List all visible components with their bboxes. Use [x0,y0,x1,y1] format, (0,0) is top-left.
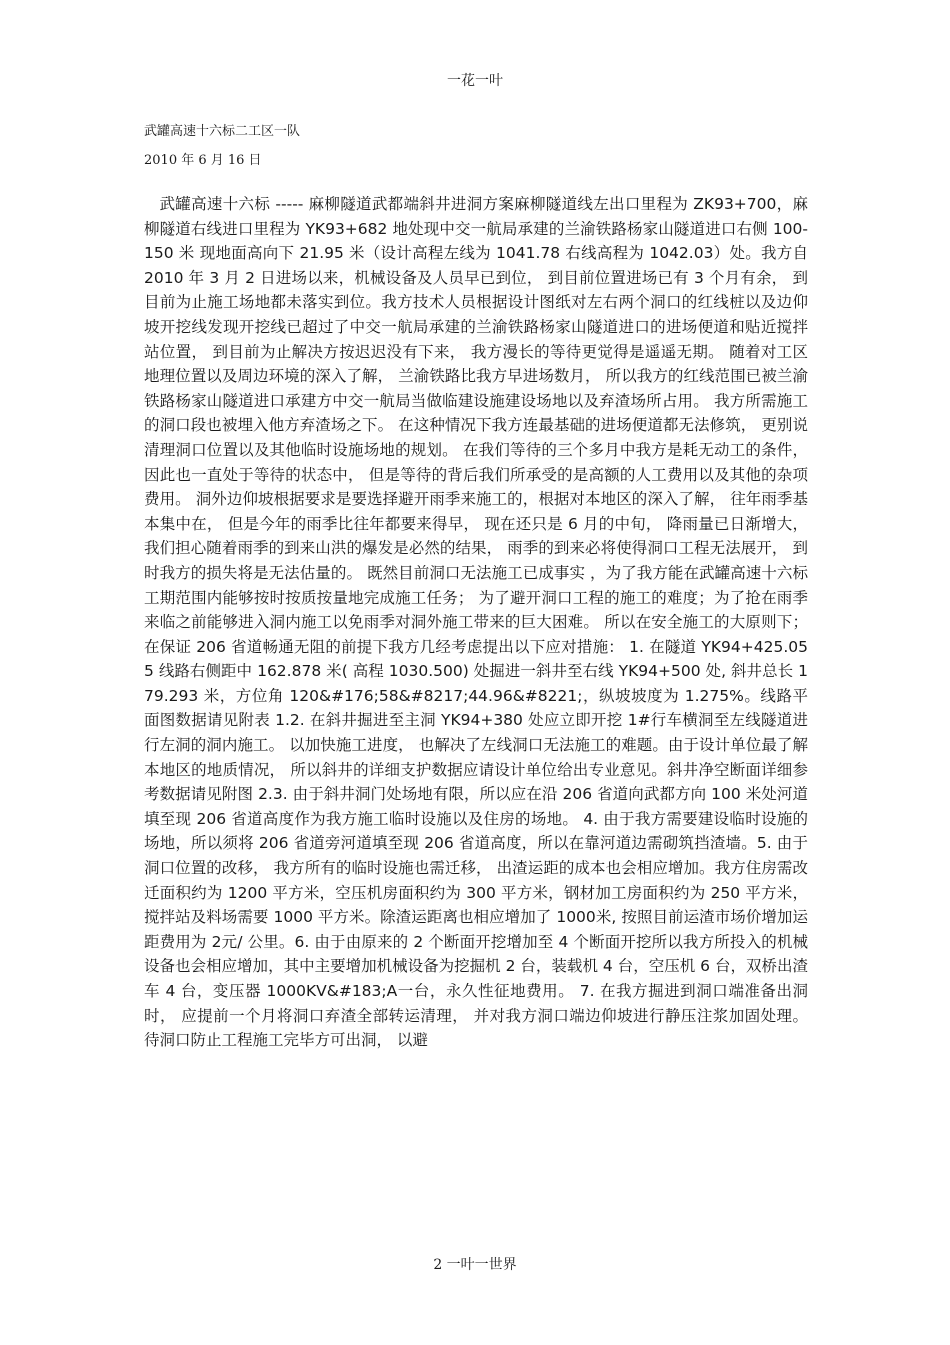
document-date: 2010 年 6 月 16 日 [144,153,262,168]
page-header: 一花一叶 [447,73,503,89]
organization-name: 武罐高速十六标二工区一队 [144,124,301,139]
page-footer: 2 一叶一世界 [433,1257,517,1273]
document-body: 武罐高速十六标 ----- 麻柳隧道武都端斜井进洞方案麻柳隧道线左出口里程为 ZK93+700，麻柳隧道右线进口里程为 YK93+682 地处现中交一航局承建的兰渝铁路杨家山隧道进口右侧 100-150 米 现地面高向下 21.95 米（设计高程左线为 1041.78 右线高程为 1042.03）处。我方自 2010 年 3 月 2 日进场以来，机械设备及人员早已到位， 到目前位置进场已有 3 个月有余， 到目前为止施工场地都未落实到位。我方技术人员根据设计图纸对左右两个洞口的红线桩以及边仰坡开挖线发现开挖线已超过了中交一航局承建的兰渝铁路杨家山隧道进口的进场便道和贴近搅拌站位置， 到目前为止解决方按迟迟没有下来， 我方漫长的等待更觉得是遥遥无期。 随着对工区地理位置以及周边环境的深入了解， 兰渝铁路比我方早进场数月， 所以我方的红线范围已被兰渝铁路杨家山隧道进口承建方中交一航局当做临建设施建设场地以及弃渣场所占用。 我方所需施工的洞口段也被埋入他方弃渣场之下。 在这种情况下我方连最基础的进场便道都无法修筑， 更别说清理洞口位置以及其他临时设施场地的规划。 在我们等待的三个多月中我方是耗无动工的条件， 因此也一直处于等待的状态中， 但是等待的背后我们所承受的是高额的人工费用以及其他的杂项费用。 洞外边仰坡根据要求是要选择避开雨季来施工的，根据对本地区的深入了解， 往年雨季基本集中在， 但是今年的雨季比往年都要来得早， 现在还只是 6 月的中旬， 降雨量已日渐增大， 我们担心随着雨季的到来山洪的爆发是必然的结果， 雨季的到来必将使得洞口工程无法展开， 到时我方的损失将是无法估量的。 既然目前洞口无法施工已成事实 ，为了我方能在武罐高速十六标工期范围内能够按时按质按量地完成施工任务； 为了避开洞口工程的施工的难度；为了抢在雨季来临之前能够进入洞内施工以免雨季对洞外施工带来的巨大困难。 所以在安全施工的大原则下； 在保证 206 省道畅通无阻的前提下我方几经考虑提出以下应对措施： 1. 在隧道 YK94+425.055 线路右侧距中 162.878 米( 高程 1030.500) 处掘进一斜井至右线 YK94+500 处, 斜井总长 179.293 米，方位角 120&#176;58&#8217;44.96&#8221;，纵坡坡度为 1.275%。线路平面图数据请见附表 1.2. 在斜井掘进至主洞 YK94+380 处应立即开挖 1#行车横洞至左线隧道进行左洞的洞内施工。 以加快施工进度， 也解决了左线洞口无法施工的难题。由于设计单位最了解本地区的地质情况， 所以斜井的详细支护数据应请设计单位给出专业意见。斜井净空断面详细参考数据请见附图 2.3. 由于斜井洞门处场地有限，所以应在沿 206 省道向武都方向 100 米处河道填至现 206 省道高度作为我方施工临时设施以及住房的场地。 4. 由于我方需要建设临时设施的场地，所以须将 206 省道旁河道填至现 206 省道高度，所以在靠河道边需砌筑挡渣墙。5. 由于洞口位置的改移， 我方所有的临时设施也需迁移， 出渣运距的成本也会相应增加。我方住房需改迁面积约为 1200 平方米，空压机房面积约为 300 平方米，钢材加工房面积约为 250 平方米，搅拌站及料场需要 1000 平方米。除渣运距离也相应增加了 1000米, 按照目前运渣市场价增加运距费用为 2元/ 公里。6. 由于由原来的 2 个断面开挖增加至 4 个断面开挖所以我方所投入的机械设备也会相应增加，其中主要增加机械设备为挖掘机 2 台，装载机 4 台，空压机 6 台，双桥出渣车 4 台，变压器 1000KV&#183;A一台，永久性征地费用。 7. 在我方掘进到洞口端准备出洞时， 应提前一个月将洞口弃渣全部转运清理， 并对我方洞口端边仰坡进行静压注浆加固处理。 待洞口防止工程施工完毕方可出洞， 以避 [144,195,808,1050]
